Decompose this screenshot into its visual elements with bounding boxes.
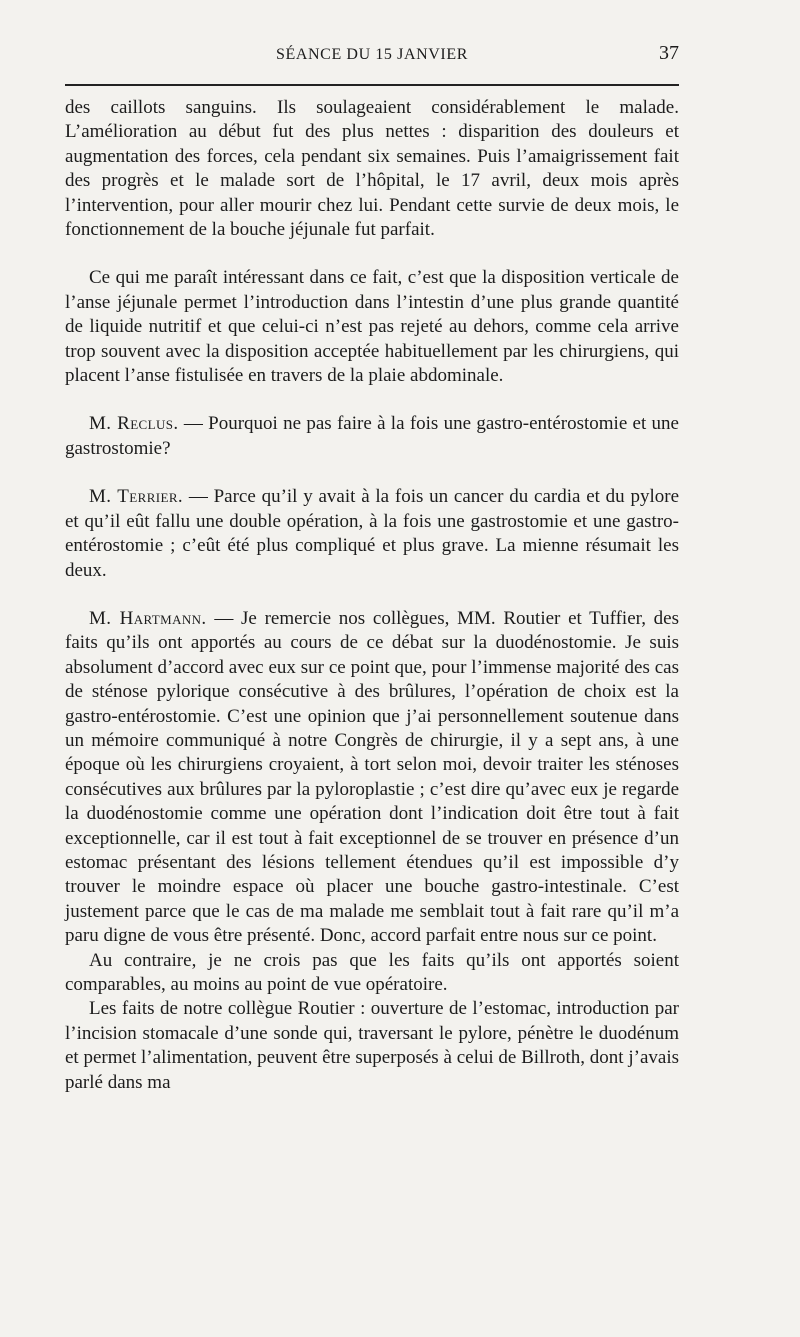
paragraph-reclus	[65, 412, 679, 461]
paragraph-text: des caillots sanguins. Ils soulageaient considérablement le malade. L’amélioration au début fut des plus nettes : disparition des douleurs et augmentation des forces, cela pendant six semaines. Puis l’amaigrissement fait des progrès et le malade sort de l’hôpital, le 17 avril, deux mois après l’intervention, pour aller mourir chez lui. Pendant cette survie de deux mois, le fonctionnement de la bouche jéjunale fut parfait.	[65, 97, 679, 241]
paragraph-1	[65, 96, 679, 242]
speaker-name: M. Terrier.	[89, 486, 184, 508]
speaker-name: M. Reclus.	[89, 413, 179, 435]
paragraph-6	[65, 949, 679, 998]
page-header	[65, 44, 679, 70]
paragraph-text: Au contraire, je ne crois pas que les faits qu’ils ont apportés soient comparables, au moins au point de vue opératoire.	[65, 949, 679, 995]
paragraph-text: — Je remercie nos collègues, MM. Routier et Tuffier, des faits qu’ils ont apportés au cours de ce débat sur la duodénostomie. Je suis absolument d’accord avec eux sur ce point que, pour l’immense majorité des cas de sténose pylorique consécutive à des brûlures, l’opération de choix est la gastro-entérostomie. C’est une opinion que j’ai personnellement soutenue dans un mémoire communiqué à notre Congrès de chirurgie, il y a sept ans, à une époque où les chirurgiens croyaient, à tort selon moi, devoir traiter les sténoses consécutives aux brûlures par la pyloroplastie ; c’est dire qu’avec eux je regarde la duodénostomie comme une opération dont l’indication doit être tout à fait exceptionnelle, car il est tout à fait exceptionnel de se trouver en présence d’un estomac présentant des lésions tellement étendues qu’il est impossible d’y trouver le moindre espace où placer une bouche gastro-intestinale. C’est justement parce que le cas de ma malade me semblait tout à fait rare qu’il m’a paru digne de vous être présenté. Donc, accord parfait entre nous sur ce point.	[65, 607, 680, 947]
paragraph-text: — Pourquoi ne pas faire à la fois une gastro-entérostomie et une gastrostomie?	[65, 413, 679, 459]
paragraph-hartmann	[65, 607, 679, 949]
paragraph-text: Ce qui me paraît intéressant dans ce fait, c’est que la disposition verticale de l’anse jéjunale permet l’introduction dans l’intestin d’une plus grande quantité de liquide nutritif et que celui-ci n’est pas rejeté au dehors, comme cela arrive trop souvent avec la disposition acceptée habituellement par les chirurgiens, qui placent l’anse fistulisée en travers de la plaie abdominale.	[65, 267, 679, 387]
paragraph-7	[65, 997, 679, 1095]
paragraph-text: Les faits de notre collègue Routier : ouverture de l’estomac, introduction par l’incision stomacale d’une sonde qui, traversant le pylore, pénètre le duodénum et permet l’alimentation, peuvent être superposés à celui de Billroth, dont j’avais parlé dans ma	[65, 998, 679, 1093]
document-page	[65, 0, 679, 1337]
paragraph-text: — Parce qu’il y avait à la fois un cancer du cardia et du pylore et qu’il eût fallu une double opération, à la fois une gastrostomie et une gastro-entérostomie ; c’eût été plus compliqué et plus grave. La mienne résumait les deux.	[65, 486, 679, 581]
header-rule	[65, 84, 679, 86]
page-body	[65, 96, 679, 1095]
speaker-name: M. Hartmann.	[89, 607, 207, 629]
paragraph-terrier	[65, 485, 679, 583]
running-title: SÉANCE DU 15 JANVIER	[276, 46, 468, 63]
paragraph-2	[65, 266, 679, 388]
page-number: 37	[659, 42, 679, 64]
